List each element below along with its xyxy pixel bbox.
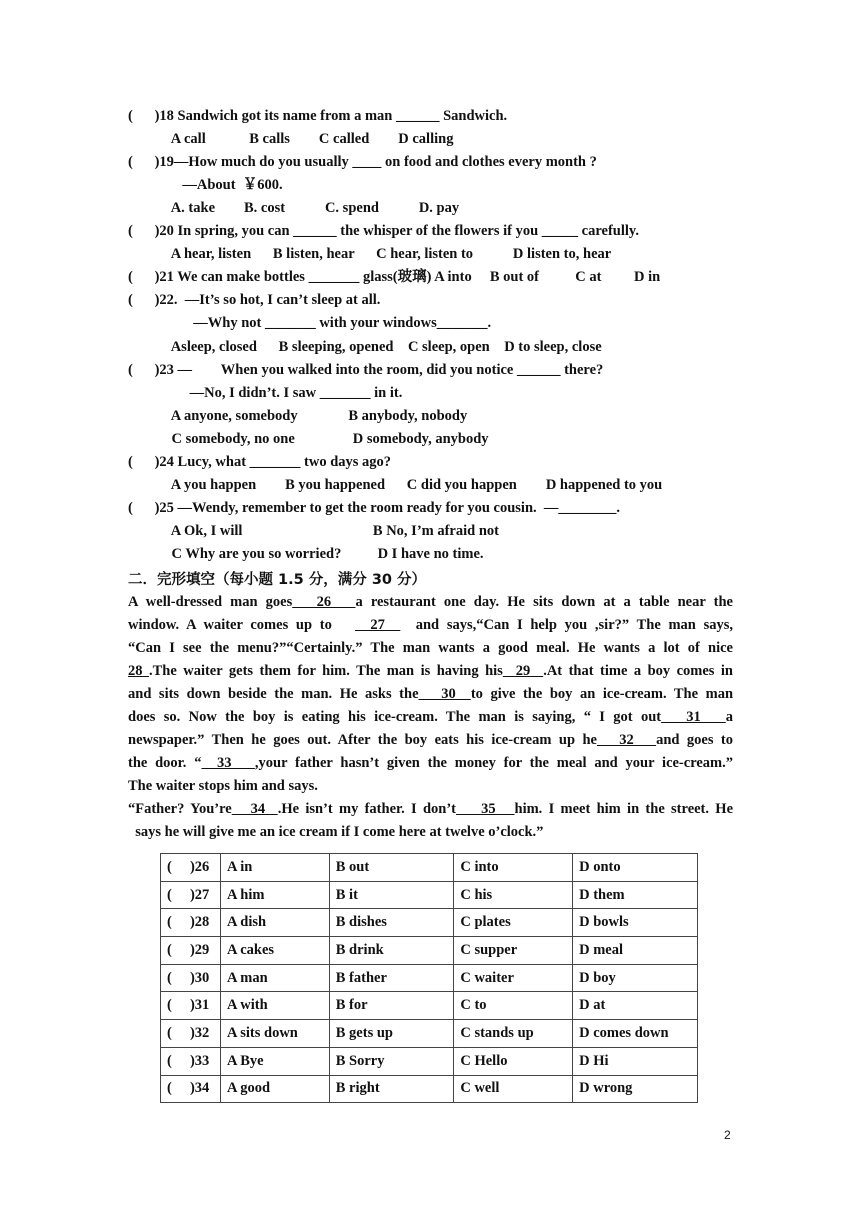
option-cell: A cakes	[220, 937, 329, 965]
q25-stem: ( )25 —Wendy, remember to get the room ready for you cousin. —________.	[128, 500, 621, 516]
q25-options-cd: C Why are you so worried? D I have no time.	[128, 546, 484, 562]
blank-35: 35	[456, 801, 515, 817]
option-cell: D comes down	[573, 1020, 698, 1048]
passage-line: and sits down beside the man. He asks the 30 to give the boy an ice-cream. The man	[128, 686, 734, 702]
table-row	[161, 909, 698, 937]
option-cell: B gets up	[329, 1020, 454, 1048]
option-cell: C Hello	[454, 1047, 573, 1075]
blank-28: 28	[128, 663, 149, 679]
option-cell: A man	[220, 964, 329, 992]
option-cell: B right	[329, 1075, 454, 1103]
table-row	[161, 1075, 698, 1103]
option-cell: B for	[329, 992, 454, 1020]
q25-options-ab: A Ok, I will B No, I’m afraid not	[128, 523, 499, 539]
passage-line: “Father? You’re 34 .He isn’t my father. I don’t 35 him. I meet him in the street. He	[128, 801, 734, 817]
blank-33: 33	[201, 755, 255, 771]
q23-reply: —No, I didn’t. I saw _______ in it.	[128, 385, 403, 401]
question-number-cell: ( )32	[161, 1020, 221, 1048]
option-cell: B drink	[329, 937, 454, 965]
passage-line: A well-dressed man goes 26 a restaurant one day. He sits down at a table near the	[128, 594, 733, 610]
option-cell: A him	[220, 881, 329, 909]
q21-stem: ( )21 We can make bottles _______ glass(玻璃) A into B out of C at D in	[128, 269, 661, 285]
question-number-cell: ( )30	[161, 964, 221, 992]
q19-stem: ( )19—How much do you usually ____ on food and clothes every month ?	[128, 154, 597, 170]
option-cell: C into	[454, 854, 573, 882]
question-number-cell: ( )26	[161, 854, 221, 882]
option-cell: A dish	[220, 909, 329, 937]
passage-line: window. A waiter comes up to 27 and says,“Can I help you ,sir?” The man says,	[128, 617, 733, 633]
passage-line: says he will give me an ice cream if I come here at twelve o’clock.”	[128, 824, 544, 840]
q23-options-ab: A anyone, somebody B anybody, nobody	[128, 408, 468, 424]
q22-stem: ( )22. —It’s so hot, I can’t sleep at all.	[128, 292, 381, 308]
question-number-cell: ( )34	[161, 1075, 221, 1103]
question-number-cell: ( )31	[161, 992, 221, 1020]
q24-options: A you happen B you happened C did you happen D happened to you	[128, 477, 663, 493]
passage-line: The waiter stops him and says.	[128, 778, 318, 794]
question-number-cell: ( )29	[161, 937, 221, 965]
table-row	[161, 992, 698, 1020]
blank-30: 30	[418, 686, 471, 702]
page-number: 2	[724, 1128, 731, 1142]
q18-stem: ( )18 Sandwich got its name from a man ______ Sandwich.	[128, 108, 508, 124]
blank-26: 26	[292, 594, 356, 610]
option-cell: A good	[220, 1075, 329, 1103]
option-cell: B it	[329, 881, 454, 909]
option-cell: B father	[329, 964, 454, 992]
passage-line: 28 .The waiter gets them for him. The man is having his 29 .At that time a boy comes in	[128, 663, 733, 679]
table-row	[161, 854, 698, 882]
passage-line: does so. Now the boy is eating his ice-cream. The man is saying, “ I got out 31 a	[128, 709, 734, 725]
option-cell: B out	[329, 854, 454, 882]
blank-29: 29	[502, 663, 544, 679]
q24-stem: ( )24 Lucy, what _______ two days ago?	[128, 454, 392, 470]
option-cell: B Sorry	[329, 1047, 454, 1075]
q22-reply: —Why not _______ with your windows_______.	[128, 315, 492, 331]
option-cell: A Bye	[220, 1047, 329, 1075]
table-row	[161, 1047, 698, 1075]
passage-line: the door. “ 33 ,your father hasn’t given the money for the meal and your ice-cream.”	[128, 755, 734, 771]
section-title: 二．完形填空（每小题 1.5 分，满分 30 分）	[128, 572, 427, 588]
option-cell: D Hi	[573, 1047, 698, 1075]
blank-27: 27	[354, 617, 401, 633]
option-cell: C plates	[454, 909, 573, 937]
option-cell: D onto	[573, 854, 698, 882]
option-cell: D boy	[573, 964, 698, 992]
blank-34: 34	[231, 801, 278, 817]
option-cell: A in	[220, 854, 329, 882]
options-table	[160, 853, 698, 1103]
cloze-passage	[128, 591, 733, 844]
q20-options: A hear, listen B listen, hear C hear, listen to D listen to, hear	[128, 246, 612, 262]
option-cell: D bowls	[573, 909, 698, 937]
table-row	[161, 881, 698, 909]
option-cell: C his	[454, 881, 573, 909]
option-cell: D at	[573, 992, 698, 1020]
option-cell: A sits down	[220, 1020, 329, 1048]
q20-stem: ( )20 In spring, you can ______ the whisper of the flowers if you _____ carefully.	[128, 223, 639, 239]
question-number-cell: ( )27	[161, 881, 221, 909]
option-cell: C waiter	[454, 964, 573, 992]
blank-32: 32	[596, 732, 657, 748]
q23-stem: ( )23 — When you walked into the room, did you notice ______ there?	[128, 362, 604, 378]
q22-options: Asleep, closed B sleeping, opened C sleep, open D to sleep, close	[128, 339, 602, 355]
option-cell: A with	[220, 992, 329, 1020]
table-row	[161, 937, 698, 965]
q23-options-cd: C somebody, no one D somebody, anybody	[128, 431, 489, 447]
option-cell: D meal	[573, 937, 698, 965]
option-cell: C well	[454, 1075, 573, 1103]
question-number-cell: ( )33	[161, 1047, 221, 1075]
passage-line: newspaper.” Then he goes out. After the boy eats his ice-cream up he 32 and goes to	[128, 732, 734, 748]
option-cell: D them	[573, 881, 698, 909]
q19-reply: —About ￥600.	[128, 177, 283, 193]
option-cell: B dishes	[329, 909, 454, 937]
table-row	[161, 1020, 698, 1048]
passage-line: “Can I see the menu?”“Certainly.” The man wants a good meal. He wants a lot of nice	[128, 640, 733, 656]
blank-31: 31	[661, 709, 726, 725]
option-cell: C to	[454, 992, 573, 1020]
option-cell: C supper	[454, 937, 573, 965]
question-number-cell: ( )28	[161, 909, 221, 937]
table-row	[161, 964, 698, 992]
q19-options: A. take B. cost C. spend D. pay	[128, 200, 460, 216]
option-cell: C stands up	[454, 1020, 573, 1048]
option-cell: D wrong	[573, 1075, 698, 1103]
q18-options: A call B calls C called D calling	[128, 131, 454, 147]
